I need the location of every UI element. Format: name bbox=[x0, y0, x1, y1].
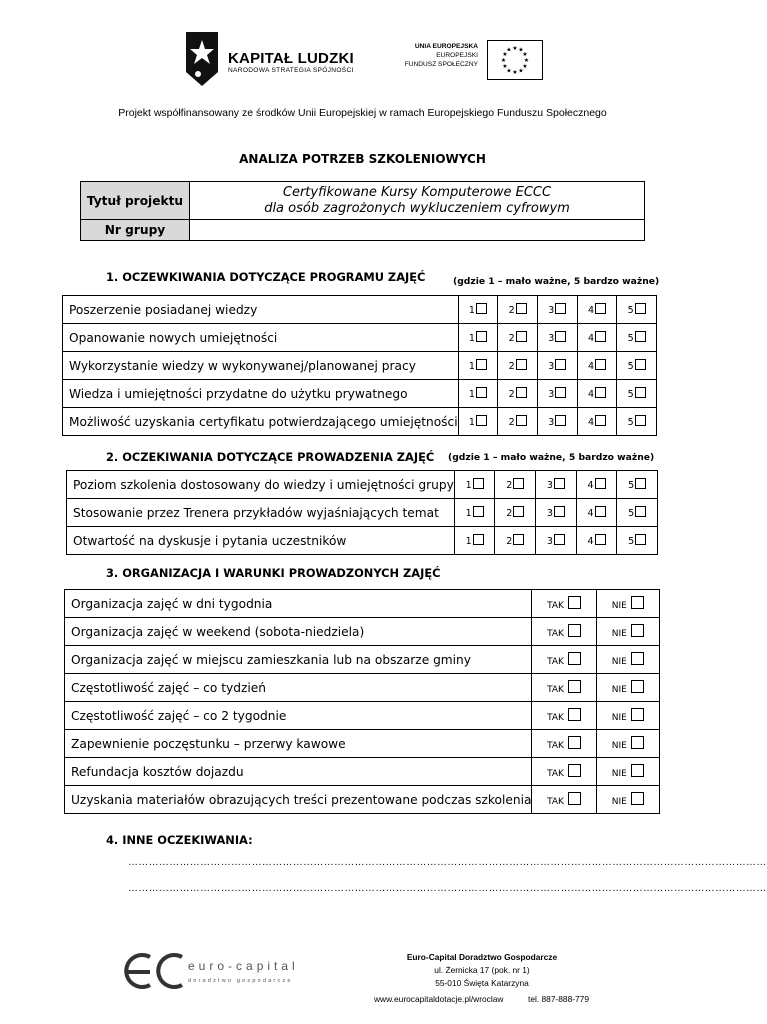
no-checkbox[interactable] bbox=[631, 792, 644, 805]
svg-text:★: ★ bbox=[500, 57, 507, 64]
no-checkbox[interactable] bbox=[631, 596, 644, 609]
section1-table bbox=[62, 295, 657, 436]
section2-scale-note: (gdzie 1 – mało ważne, 5 bardzo ważne) bbox=[448, 452, 655, 463]
rating-checkbox[interactable] bbox=[595, 331, 606, 342]
yes-option[interactable] bbox=[532, 786, 596, 814]
rating-number: 1 bbox=[468, 389, 475, 400]
rating-number: 2 bbox=[508, 333, 515, 344]
no-checkbox[interactable] bbox=[631, 624, 644, 637]
rating-option-5[interactable] bbox=[617, 499, 658, 527]
no-option[interactable] bbox=[596, 786, 659, 814]
rating-checkbox[interactable] bbox=[555, 387, 566, 398]
rating-option-2[interactable] bbox=[498, 408, 538, 436]
rating-option-1[interactable] bbox=[454, 499, 495, 527]
section2-title: 2. OCZEKIWANIA DOTYCZĄCE PROWADZENIA ZAJĘĆ bbox=[106, 450, 435, 464]
rating-number: 3 bbox=[548, 361, 555, 372]
yes-option[interactable] bbox=[532, 646, 596, 674]
yes-checkbox[interactable] bbox=[568, 764, 581, 777]
eu-label-line3: FUNDUSZ SPOŁECZNY bbox=[404, 61, 478, 68]
organization-question: Organizacja zajęć w miejscu zamieszkania lub na obszarze gminy bbox=[65, 646, 532, 674]
rating-checkbox[interactable] bbox=[635, 534, 646, 545]
yes-option[interactable] bbox=[532, 618, 596, 646]
rating-option-2[interactable] bbox=[498, 352, 538, 380]
rating-checkbox[interactable] bbox=[635, 506, 646, 517]
rating-option-4[interactable] bbox=[577, 324, 617, 352]
yes-option[interactable] bbox=[532, 758, 596, 786]
no-option[interactable] bbox=[596, 730, 659, 758]
rating-option-2[interactable] bbox=[498, 324, 538, 352]
yes-option[interactable] bbox=[532, 674, 596, 702]
section4-title: 4. INNE OCZEKIWANIA: bbox=[106, 833, 253, 847]
rating-option-2[interactable] bbox=[498, 296, 538, 324]
yes-checkbox[interactable] bbox=[568, 652, 581, 665]
no-label: NIE bbox=[611, 797, 627, 807]
rating-number: 2 bbox=[508, 389, 515, 400]
svg-text:★: ★ bbox=[512, 69, 518, 76]
rating-number: 4 bbox=[587, 480, 594, 491]
yes-option[interactable] bbox=[532, 590, 596, 618]
kapital-ludzki-logo bbox=[178, 30, 226, 93]
rating-option-4[interactable] bbox=[576, 527, 617, 555]
question-row bbox=[67, 499, 658, 527]
svg-text:★: ★ bbox=[523, 57, 530, 64]
svg-text:★: ★ bbox=[506, 67, 512, 75]
rating-checkbox[interactable] bbox=[476, 303, 487, 314]
rating-number: 4 bbox=[587, 417, 594, 428]
rating-number: 4 bbox=[587, 361, 594, 372]
rating-option-1[interactable] bbox=[454, 527, 495, 555]
no-option[interactable] bbox=[596, 618, 659, 646]
question-row bbox=[67, 471, 658, 499]
no-option[interactable] bbox=[596, 758, 659, 786]
svg-text:★: ★ bbox=[506, 46, 512, 54]
rating-checkbox[interactable] bbox=[595, 506, 606, 517]
yes-label: TAK bbox=[547, 685, 564, 695]
no-checkbox[interactable] bbox=[631, 652, 644, 665]
question-text: Poszerzenie posiadanej wiedzy bbox=[63, 296, 459, 324]
no-option[interactable] bbox=[596, 702, 659, 730]
project-title-label: Tytuł projektu bbox=[81, 182, 190, 220]
kapital-ludzki-subtitle: NARODOWA STRATEGIA SPÓJNOŚCI bbox=[228, 67, 354, 74]
footer-city: 55-010 Święta Katarzyna bbox=[435, 978, 529, 988]
rating-checkbox[interactable] bbox=[595, 534, 606, 545]
rating-number: 3 bbox=[546, 508, 553, 519]
rating-option-2[interactable] bbox=[495, 527, 536, 555]
svg-text:★: ★ bbox=[518, 46, 524, 54]
rating-checkbox[interactable] bbox=[473, 534, 484, 545]
rating-number: 5 bbox=[628, 480, 635, 491]
yes-label: TAK bbox=[547, 601, 564, 611]
yes-checkbox[interactable] bbox=[568, 624, 581, 637]
project-title-line1: Certyfikowane Kursy Komputerowe ECCC bbox=[282, 184, 552, 200]
rating-option-1[interactable] bbox=[454, 471, 495, 499]
no-label: NIE bbox=[611, 601, 627, 611]
organization-question: Częstotliwość zajęć – co 2 tygodnie bbox=[65, 702, 532, 730]
question-text: Poziom szkolenia dostosowany do wiedzy i umiejętności grupy bbox=[67, 471, 455, 499]
yes-label: TAK bbox=[547, 797, 564, 807]
rating-option-1[interactable] bbox=[458, 324, 498, 352]
rating-checkbox[interactable] bbox=[473, 478, 484, 489]
rating-option-5[interactable] bbox=[617, 527, 658, 555]
rating-checkbox[interactable] bbox=[554, 534, 565, 545]
rating-checkbox[interactable] bbox=[513, 506, 524, 517]
no-label: NIE bbox=[611, 769, 627, 779]
yes-label: TAK bbox=[547, 713, 564, 723]
rating-option-4[interactable] bbox=[577, 380, 617, 408]
kapital-ludzki-title: KAPITAŁ LUDZKI bbox=[228, 50, 354, 67]
cofinancing-note: Projekt współfinansowany ze środków Unii Europejskiej w ramach Europejskiego Funduszu Społecznego bbox=[118, 107, 607, 119]
rating-checkbox[interactable] bbox=[555, 359, 566, 370]
rating-option-3[interactable] bbox=[537, 352, 577, 380]
rating-option-3[interactable] bbox=[537, 324, 577, 352]
eu-flag bbox=[487, 40, 543, 80]
organization-question: Częstotliwość zajęć – co tydzień bbox=[65, 674, 532, 702]
rating-checkbox[interactable] bbox=[555, 303, 566, 314]
rating-option-5[interactable] bbox=[617, 296, 657, 324]
rating-number: 5 bbox=[628, 536, 635, 547]
group-number-label: Nr grupy bbox=[81, 220, 190, 241]
svg-text:★: ★ bbox=[518, 67, 524, 75]
yes-checkbox[interactable] bbox=[568, 736, 581, 749]
no-option[interactable] bbox=[596, 646, 659, 674]
rating-checkbox[interactable] bbox=[516, 303, 527, 314]
rating-checkbox[interactable] bbox=[635, 387, 646, 398]
question-text: Możliwość uzyskania certyfikatu potwierdzającego umiejętności bbox=[63, 408, 459, 436]
rating-checkbox[interactable] bbox=[554, 478, 565, 489]
rating-option-3[interactable] bbox=[536, 527, 577, 555]
rating-checkbox[interactable] bbox=[516, 387, 527, 398]
rating-checkbox[interactable] bbox=[595, 359, 606, 370]
rating-number: 5 bbox=[627, 389, 634, 400]
organization-question: Refundacja kosztów dojazdu bbox=[65, 758, 532, 786]
question-text: Wykorzystanie wiedzy w wykonywanej/planowanej pracy bbox=[63, 352, 459, 380]
question-text: Otwartość na dyskusje i pytania uczestników bbox=[67, 527, 455, 555]
rating-number: 5 bbox=[627, 305, 634, 316]
section1-scale-note: (gdzie 1 – mało ważne, 5 bardzo ważne) bbox=[453, 276, 660, 287]
organization-row bbox=[65, 730, 660, 758]
project-title-line2: dla osób zagrożonych wykluczeniem cyfrowym bbox=[264, 200, 570, 216]
no-label: NIE bbox=[611, 657, 627, 667]
rating-checkbox[interactable] bbox=[473, 506, 484, 517]
question-row bbox=[63, 324, 657, 352]
section3-table bbox=[64, 589, 660, 814]
rating-number: 3 bbox=[548, 305, 555, 316]
rating-checkbox[interactable] bbox=[554, 506, 565, 517]
organization-question: Uzyskania materiałów obrazujących treści prezentowane podczas szkolenia bbox=[65, 786, 532, 814]
yes-checkbox[interactable] bbox=[568, 680, 581, 693]
section2-table bbox=[66, 470, 658, 555]
rating-option-1[interactable] bbox=[458, 352, 498, 380]
yes-label: TAK bbox=[547, 769, 564, 779]
rating-number: 1 bbox=[468, 305, 475, 316]
rating-number: 1 bbox=[468, 333, 475, 344]
organization-row bbox=[65, 674, 660, 702]
euro-capital-logo bbox=[120, 945, 190, 1000]
rating-option-3[interactable] bbox=[537, 380, 577, 408]
organization-question: Organizacja zajęć w dni tygodnia bbox=[65, 590, 532, 618]
rating-option-2[interactable] bbox=[498, 380, 538, 408]
rating-option-2[interactable] bbox=[495, 499, 536, 527]
rating-option-1[interactable] bbox=[458, 408, 498, 436]
rating-number: 3 bbox=[546, 480, 553, 491]
group-number-field[interactable] bbox=[190, 220, 645, 241]
yes-checkbox[interactable] bbox=[568, 596, 581, 609]
footer-company: Euro-Capital Doradztwo Gospodarcze bbox=[406, 952, 558, 962]
rating-checkbox[interactable] bbox=[516, 359, 527, 370]
no-checkbox[interactable] bbox=[631, 764, 644, 777]
rating-option-1[interactable] bbox=[458, 380, 498, 408]
svg-text:★: ★ bbox=[522, 63, 528, 70]
rating-option-5[interactable] bbox=[617, 352, 657, 380]
rating-checkbox[interactable] bbox=[635, 359, 646, 370]
yes-checkbox[interactable] bbox=[568, 708, 581, 721]
question-row bbox=[63, 296, 657, 324]
euro-capital-brand: euro-capital bbox=[188, 959, 299, 973]
rating-number: 5 bbox=[627, 361, 634, 372]
rating-number: 2 bbox=[506, 508, 513, 519]
no-checkbox[interactable] bbox=[631, 680, 644, 693]
rating-number: 4 bbox=[587, 333, 594, 344]
yes-checkbox[interactable] bbox=[568, 792, 581, 805]
rating-number: 5 bbox=[628, 508, 635, 519]
section1-title: 1. OCZEWKIWANIA DOTYCZĄCE PROGRAMU ZAJĘĆ bbox=[106, 270, 426, 284]
rating-option-4[interactable] bbox=[577, 408, 617, 436]
rating-checkbox[interactable] bbox=[555, 331, 566, 342]
svg-text:★: ★ bbox=[512, 45, 518, 52]
yes-label: TAK bbox=[547, 741, 564, 751]
question-text: Wiedza i umiejętności przydatne do użytku prywatnego bbox=[63, 380, 459, 408]
rating-checkbox[interactable] bbox=[555, 415, 566, 426]
no-label: NIE bbox=[611, 741, 627, 751]
rating-checkbox[interactable] bbox=[476, 359, 487, 370]
rating-number: 1 bbox=[465, 536, 472, 547]
rating-number: 4 bbox=[587, 508, 594, 519]
rating-option-4[interactable] bbox=[577, 352, 617, 380]
footer-street: ul. Żernicka 17 (pok. nr 1) bbox=[434, 965, 530, 975]
eu-label bbox=[390, 42, 478, 69]
rating-option-5[interactable] bbox=[617, 471, 658, 499]
rating-checkbox[interactable] bbox=[635, 478, 646, 489]
svg-text:★: ★ bbox=[522, 51, 528, 58]
rating-number: 4 bbox=[587, 389, 594, 400]
rating-checkbox[interactable] bbox=[595, 387, 606, 398]
rating-option-5[interactable] bbox=[617, 324, 657, 352]
organization-row bbox=[65, 590, 660, 618]
other-expectations-line-1[interactable]: …………………………………………………………………………………………………………………………………………………………………… bbox=[128, 857, 767, 868]
eu-label-line1: UNIA EUROPEJSKA bbox=[414, 43, 478, 50]
question-row bbox=[63, 408, 657, 436]
rating-number: 1 bbox=[468, 361, 475, 372]
rating-option-5[interactable] bbox=[617, 380, 657, 408]
rating-checkbox[interactable] bbox=[476, 415, 487, 426]
yes-option[interactable] bbox=[532, 730, 596, 758]
organization-row bbox=[65, 786, 660, 814]
other-expectations-line-2[interactable]: …………………………………………………………………………………………………………………………………………………………………… bbox=[128, 883, 767, 894]
rating-checkbox[interactable] bbox=[516, 415, 527, 426]
rating-number: 2 bbox=[506, 536, 513, 547]
question-row bbox=[63, 380, 657, 408]
question-text: Stosowanie przez Trenera przykładów wyjaśniających temat bbox=[67, 499, 455, 527]
rating-number: 1 bbox=[465, 508, 472, 519]
footer-website-link[interactable]: www.eurocapitaldotacje.pl/wroclaw bbox=[374, 994, 504, 1004]
rating-checkbox[interactable] bbox=[635, 415, 646, 426]
organization-row bbox=[65, 646, 660, 674]
organization-row bbox=[65, 618, 660, 646]
yes-label: TAK bbox=[547, 629, 564, 639]
project-title-value bbox=[190, 182, 645, 220]
rating-number: 3 bbox=[548, 417, 555, 428]
rating-checkbox[interactable] bbox=[476, 387, 487, 398]
euro-capital-brand-sub: doradztwo gospodarcze bbox=[188, 978, 293, 984]
no-checkbox[interactable] bbox=[631, 708, 644, 721]
question-text: Opanowanie nowych umiejętności bbox=[63, 324, 459, 352]
rating-checkbox[interactable] bbox=[595, 478, 606, 489]
rating-number: 4 bbox=[587, 536, 594, 547]
organization-row bbox=[65, 758, 660, 786]
rating-checkbox[interactable] bbox=[595, 415, 606, 426]
rating-number: 2 bbox=[508, 305, 515, 316]
no-checkbox[interactable] bbox=[631, 736, 644, 749]
rating-option-4[interactable] bbox=[576, 471, 617, 499]
rating-number: 3 bbox=[548, 389, 555, 400]
eu-label-line2: EUROPEJSKI bbox=[436, 52, 478, 59]
organization-question: Organizacja zajęć w weekend (sobota-niedziela) bbox=[65, 618, 532, 646]
rating-checkbox[interactable] bbox=[635, 331, 646, 342]
rating-checkbox[interactable] bbox=[635, 303, 646, 314]
yes-label: TAK bbox=[547, 657, 564, 667]
organization-row bbox=[65, 702, 660, 730]
organization-question: Zapewnienie poczęstunku – przerwy kawowe bbox=[65, 730, 532, 758]
rating-number: 4 bbox=[587, 305, 594, 316]
rating-number: 2 bbox=[508, 417, 515, 428]
rating-checkbox[interactable] bbox=[595, 303, 606, 314]
yes-option[interactable] bbox=[532, 702, 596, 730]
footer-phone: tel. 887-888-779 bbox=[528, 994, 589, 1004]
svg-text:★: ★ bbox=[502, 51, 508, 58]
rating-option-4[interactable] bbox=[577, 296, 617, 324]
rating-option-3[interactable] bbox=[536, 471, 577, 499]
rating-checkbox[interactable] bbox=[513, 534, 524, 545]
no-label: NIE bbox=[611, 685, 627, 695]
rating-option-5[interactable] bbox=[617, 408, 657, 436]
rating-option-3[interactable] bbox=[536, 499, 577, 527]
rating-number: 1 bbox=[468, 417, 475, 428]
no-option[interactable] bbox=[596, 674, 659, 702]
rating-option-2[interactable] bbox=[495, 471, 536, 499]
rating-number: 2 bbox=[506, 480, 513, 491]
rating-number: 1 bbox=[465, 480, 472, 491]
rating-option-3[interactable] bbox=[537, 408, 577, 436]
rating-number: 5 bbox=[627, 417, 634, 428]
rating-option-4[interactable] bbox=[576, 499, 617, 527]
rating-option-1[interactable] bbox=[458, 296, 498, 324]
rating-option-3[interactable] bbox=[537, 296, 577, 324]
section3-title: 3. ORGANIZACJA I WARUNKI PROWADZONYCH ZAJĘĆ bbox=[106, 566, 441, 580]
rating-number: 5 bbox=[627, 333, 634, 344]
rating-number: 2 bbox=[508, 361, 515, 372]
rating-number: 3 bbox=[546, 536, 553, 547]
rating-checkbox[interactable] bbox=[516, 331, 527, 342]
project-info-table bbox=[80, 181, 645, 241]
no-label: NIE bbox=[611, 629, 627, 639]
no-option[interactable] bbox=[596, 590, 659, 618]
rating-number: 3 bbox=[548, 333, 555, 344]
rating-checkbox[interactable] bbox=[513, 478, 524, 489]
document-title: ANALIZA POTRZEB SZKOLENIOWYCH bbox=[239, 152, 486, 166]
rating-checkbox[interactable] bbox=[476, 331, 487, 342]
svg-text:★: ★ bbox=[502, 63, 508, 70]
question-row bbox=[63, 352, 657, 380]
question-row bbox=[67, 527, 658, 555]
no-label: NIE bbox=[611, 713, 627, 723]
